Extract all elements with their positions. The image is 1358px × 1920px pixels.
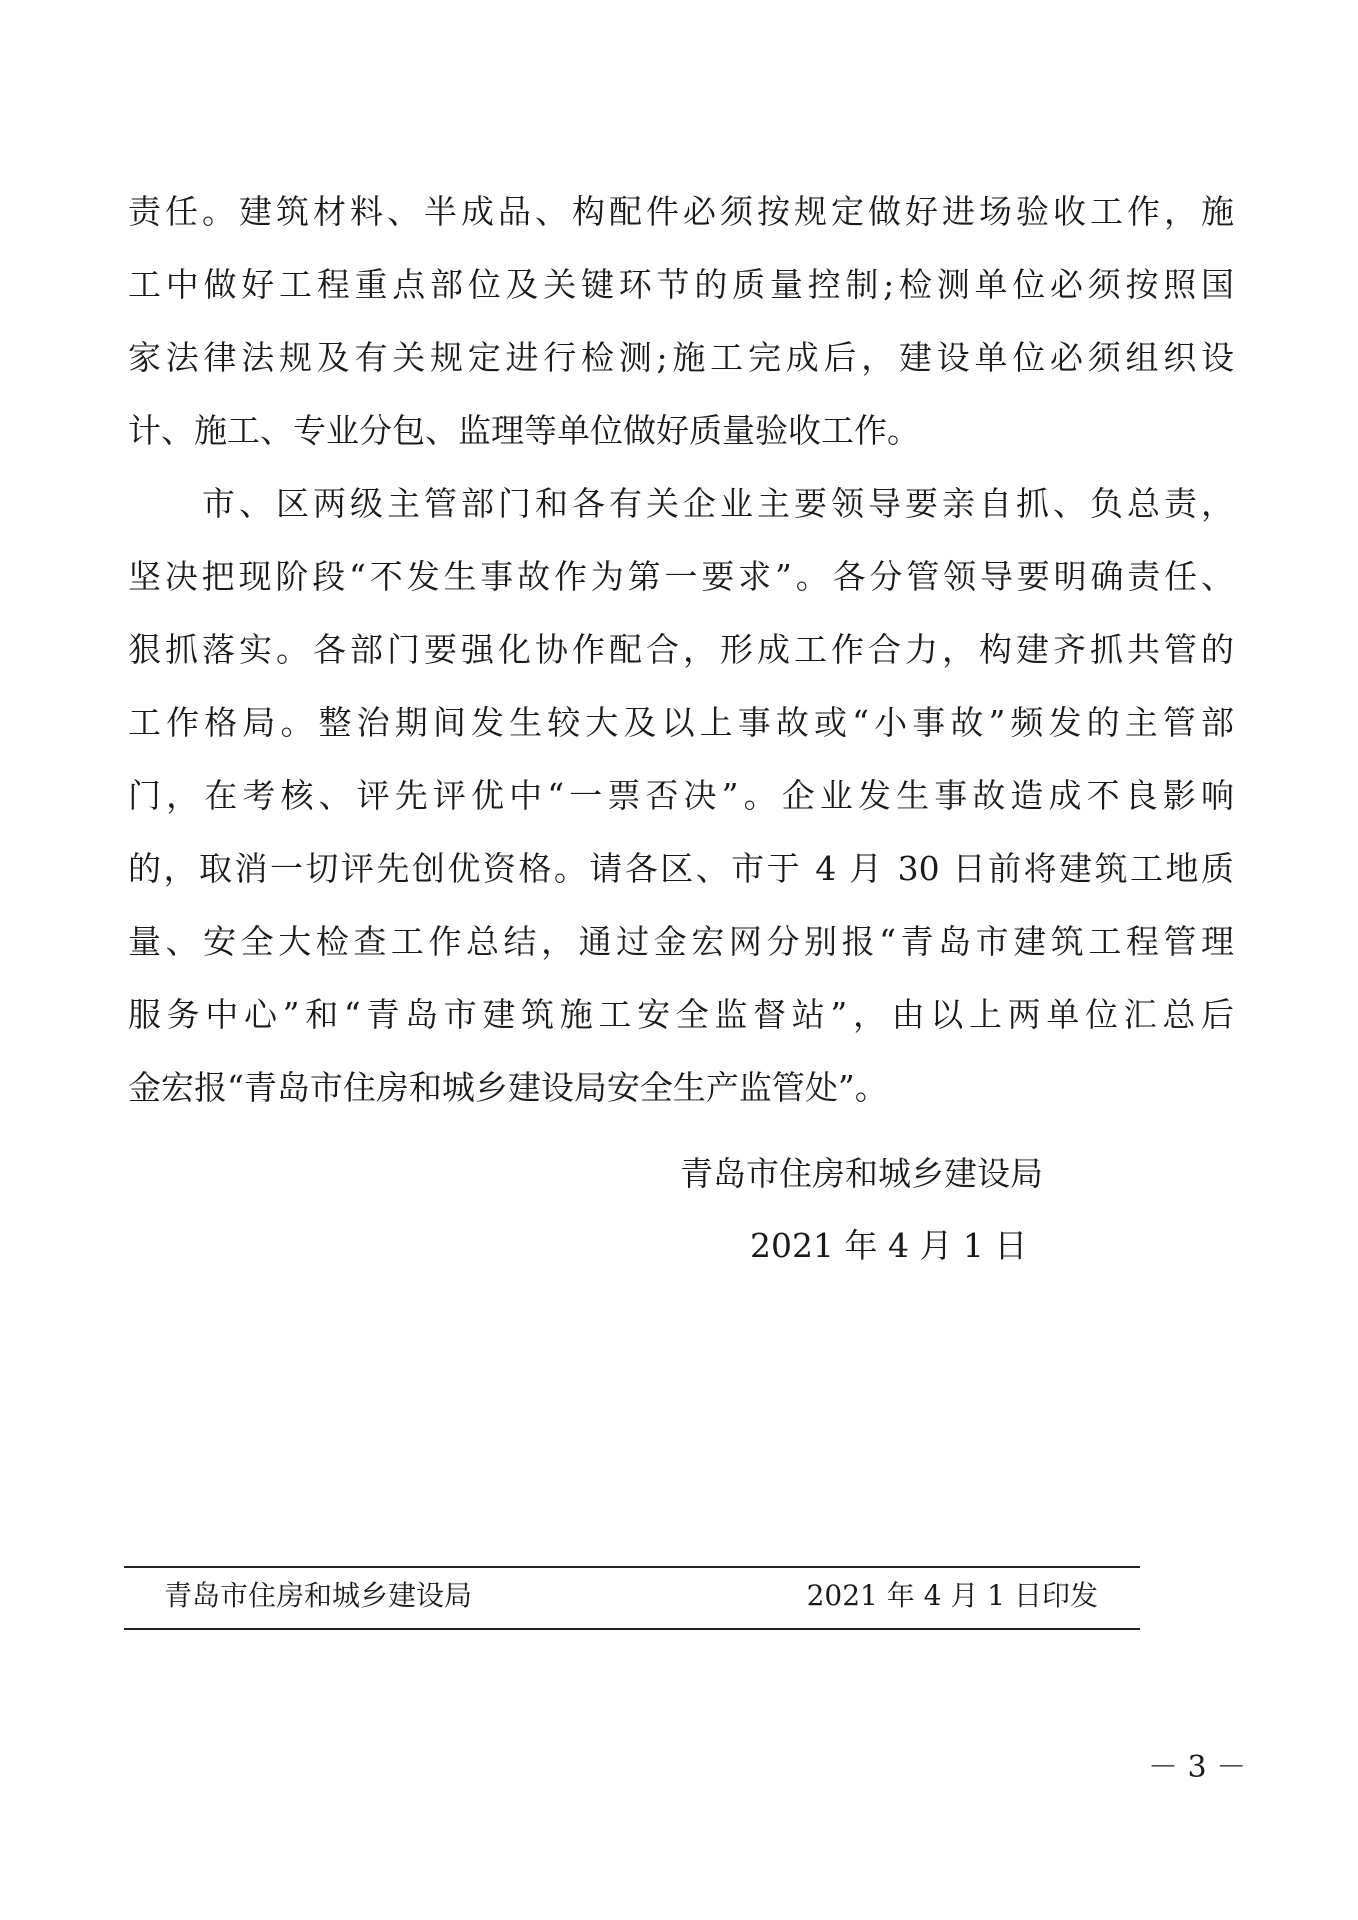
body-line-4: 计、施工、专业分包、监理等单位做好质量验收工作。 xyxy=(128,411,920,450)
footer-issue-date: 2021 年 4 月 1 日印发 xyxy=(806,1579,1098,1612)
signature-organization: 青岛市住房和城乡建设局 xyxy=(680,1154,1043,1193)
body-line-8: 工作格局。整治期间发生较大及以上事故或“小事故”频发的主管部 xyxy=(128,703,1234,742)
footer-top-rule xyxy=(124,1566,1140,1568)
document-body xyxy=(128,175,1234,1124)
body-line-7: 狠抓落实。各部门要强化协作配合，形成工作合力，构建齐抓共管的 xyxy=(128,630,1234,669)
body-line-11: 量、安全大检查工作总结，通过金宏网分别报“青岛市建筑工程管理 xyxy=(128,922,1234,961)
signature-date: 2021 年 4 月 1 日 xyxy=(750,1226,1028,1265)
footer-bottom-rule xyxy=(124,1628,1140,1630)
issuance-footer xyxy=(124,1566,1140,1628)
body-line-10: 的，取消一切评先创优资格。请各区、市于 4 月 30 日前将建筑工地质 xyxy=(128,849,1234,888)
signature-block xyxy=(680,1138,1100,1282)
body-line-12: 服务中心”和“青岛市建筑施工安全监督站”，由以上两单位汇总后 xyxy=(128,995,1234,1034)
body-line-5: 市、区两级主管部门和各有关企业主要领导要亲自抓、负总责， xyxy=(128,484,1234,523)
page-number: － 3 － xyxy=(1148,1750,1247,1785)
body-line-3: 家法律法规及有关规定进行检测;施工完成后，建设单位必须组织设 xyxy=(128,338,1234,377)
body-line-2: 工中做好工程重点部位及关键环节的质量控制;检测单位必须按照国 xyxy=(128,265,1234,304)
footer-issuer: 青岛市住房和城乡建设局 xyxy=(164,1579,473,1612)
body-line-1: 责任。建筑材料、半成品、构配件必须按规定做好进场验收工作，施 xyxy=(128,192,1234,231)
body-line-9: 门，在考核、评先评优中“一票否决”。企业发生事故造成不良影响 xyxy=(128,776,1234,815)
body-line-6: 坚决把现阶段“不发生事故作为第一要求”。各分管领导要明确责任、 xyxy=(128,557,1234,596)
body-line-13: 金宏报“青岛市住房和城乡建设局安全生产监管处”。 xyxy=(128,1068,888,1107)
